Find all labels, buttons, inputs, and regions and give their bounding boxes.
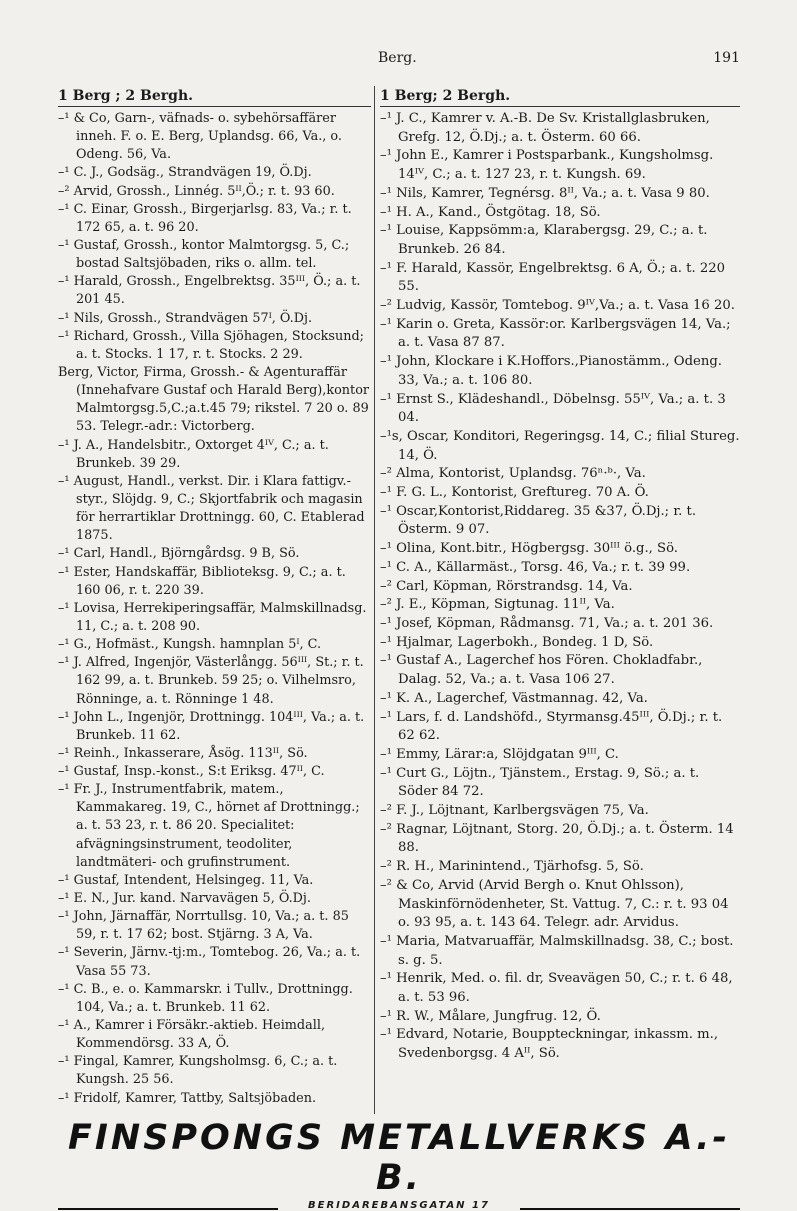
- directory-entry: –¹ Oscar,Kontorist,Riddareg. 35 &37, Ö.Dj.; r. t. Österm. 9 07.: [380, 503, 697, 538]
- directory-entry: –¹ Curt G., Löjtn., Tjänstem., Erstag. 9, Sö.; a. t. Söder 84 72.: [380, 765, 700, 800]
- directory-entry: –¹ Gustaf A., Lagerchef hos Fören. Chokladfabr., Dalag. 52, Va.; a. t. Vasa 106 27.: [380, 653, 703, 688]
- directory-entry: –¹ Reinh., Inkasserare, Åsög. 113ᴵᴵ, Sö.: [58, 745, 308, 761]
- directory-entry: –¹ G., Hofmäst., Kungsh. hamnplan 5ᴵ, C.: [58, 637, 322, 653]
- right-heading-rule: [380, 106, 740, 107]
- directory-entry: –¹ Olina, Kont.bitr., Högbergsg. 30ᴵᴵᴵ ö.g., Sö.: [380, 541, 678, 557]
- right-column-heading: 1 Berg; 2 Bergh.: [380, 88, 511, 104]
- directory-entry: –¹ E. N., Jur. kand. Narvavägen 5, Ö.Dj.: [58, 891, 311, 907]
- ad-rule-left: [58, 1208, 278, 1210]
- directory-entry: –¹ J. A., Handelsbitr., Oxtorget 4ᴵⱽ, C.; a. t. Brunkeb. 39 29.: [58, 437, 329, 471]
- directory-entry: –¹ F. G. L., Kontorist, Greftureg. 70 A. Ö.: [380, 485, 649, 501]
- directory-entry: –² R. H., Marinintend., Tjärhofsg. 5, Sö.: [380, 859, 644, 875]
- directory-entry: –¹ & Co, Garn-, väfnads- o. sybehörsaffärer inneh. F. o. E. Berg, Uplandsg. 66, Va., o. Odeng. 56, Va.: [58, 111, 342, 163]
- directory-entry: –¹ J. Alfred, Ingenjör, Västerlångg. 56ᴵᴵᴵ, St.; r. t. 162 99, a. t. Brunkeb. 59 25; o. Vilhelmsro, Rönninge, a. t. Rönninge 1 48.: [58, 655, 364, 707]
- directory-entry: –¹ K. A., Lagerchef, Västmannag. 42, Va.: [380, 690, 648, 706]
- directory-entry: –¹ John, Järnaffär, Norrtullsg. 10, Va.; a. t. 85 59, r. t. 17 62; bost. Stjärng. 3 A, Va.: [58, 909, 349, 943]
- directory-entry: –¹ John E., Kamrer i Postsparbank., Kungsholmsg. 14ᴵⱽ, C.; a. t. 127 23, r. t. Kungsh. 69.: [380, 148, 714, 183]
- ad-address: BERIDAREBANSGATAN 17: [308, 1200, 490, 1211]
- directory-entry: –¹ Karin o. Greta, Kassör:or. Karlbergsvägen 14, Va.; a. t. Vasa 87 87.: [380, 316, 731, 351]
- directory-entry: –² J. E., Köpman, Sigtunag. 11ᴵᴵ, Va.: [380, 597, 615, 613]
- directory-entry: –¹ Gustaf, Grossh., kontor Malmtorgsg. 5, C.; bostad Saltsjöbaden, riks o. allm. tel.: [58, 237, 350, 272]
- directory-entry: –¹ C. B., e. o. Kammarskr. i Tullv., Drottningg. 104, Va.; a. t. Brunkeb. 11 62.: [58, 981, 353, 1015]
- directory-entry: –¹ Louise, Kappsömm:a, Klarabergsg. 29, C.; a. t. Brunkeb. 26 84.: [380, 223, 708, 257]
- directory-entry: –¹ H. A., Kand., Östgötag. 18, Sö.: [380, 204, 601, 220]
- left-column: [58, 110, 370, 1108]
- directory-entry: –¹ J. C., Kamrer v. A.-B. De Sv. Kristallglasbruken, Grefg. 12, Ö.Dj.; a. t. Österm. 60 66.: [380, 111, 710, 145]
- directory-entry: –¹ Hjalmar, Lagerbokh., Bondeg. 1 D, Sö.: [380, 634, 654, 650]
- directory-entry: –¹ Maria, Matvaruaffär, Malmskillnadsg. 38, C.; bost. s. g. 5.: [380, 933, 734, 968]
- directory-entry: –¹ A., Kamrer i Försäkr.-aktieb. Heimdall, Kommendörsg. 33 A, Ö.: [58, 1018, 326, 1052]
- directory-entry: –¹ John, Klockare i K.Hoffors.,Pianostämm., Odeng. 33, Va.; a. t. 106 80.: [380, 354, 722, 388]
- ad-rule-right: [520, 1208, 740, 1210]
- directory-entry: –¹ Ernst S., Klädeshandl., Döbelnsg. 55ᴵⱽ, Va.; a. t. 3 04.: [380, 391, 726, 426]
- left-heading-rule: [58, 106, 371, 107]
- page-number: 191: [713, 50, 740, 66]
- ad-address-row: [58, 1200, 740, 1211]
- directory-entry: –² Ragnar, Löjtnant, Storg. 20, Ö.Dj.; a. t. Österm. 14 88.: [380, 821, 734, 856]
- directory-entry: –¹ Severin, Järnv.-tj:m., Tomtebog. 26, Va.; a. t. Vasa 55 73.: [58, 945, 361, 979]
- directory-entry: –¹ Edvard, Notarie, Bouppteckningar, inkassm. m., Svedenborgsg. 4 Aᴵᴵ, Sö.: [380, 1027, 719, 1062]
- directory-entry: –² F. J., Löjtnant, Karlbergsvägen 75, Va.: [380, 803, 649, 819]
- directory-entry: –¹ Gustaf, Intendent, Helsingeg. 11, Va.: [58, 872, 314, 888]
- directory-entry: –¹ Fridolf, Kamrer, Tattby, Saltsjöbaden.: [58, 1090, 317, 1106]
- directory-entry: –¹ Henrik, Med. o. fil. dr, Sveavägen 50, C.; r. t. 6 48, a. t. 53 96.: [380, 971, 733, 1006]
- directory-entry: –¹ Josef, Köpman, Rådmansg. 71, Va.; a. t. 201 36.: [380, 615, 714, 631]
- directory-entry: –¹ Lars, f. d. Landshöfd., Styrmansg.45ᴵᴵᴵ, Ö.Dj.; r. t. 62 62.: [380, 709, 723, 744]
- directory-entry: –² Carl, Köpman, Rörstrandsg. 14, Va.: [380, 578, 633, 594]
- running-head: Berg.: [378, 50, 417, 66]
- directory-entry: –¹ Fingal, Kamrer, Kungsholmsg. 6, C.; a. t. Kungsh. 25 56.: [58, 1054, 338, 1088]
- directory-entry: –¹ C. J., Godsäg., Strandvägen 19, Ö.Dj.: [58, 165, 312, 181]
- directory-entry: –¹ Fr. J., Instrumentfabrik, matem., Kammakareg. 19, C., hörnet af Drottningg.; a. t. 53 23, r. t. 86 20. Specialitet: afvägningsinstrument, teodoliter, landtmäteri- och grufinstrument.: [58, 782, 360, 870]
- page-header: [58, 50, 738, 70]
- directory-entry: –² Alma, Kontorist, Uplandsg. 76ⁿ·ᵇ·, Va.: [380, 466, 646, 482]
- directory-entry: –¹ Richard, Grossh., Villa Sjöhagen, Stocksund; a. t. Stocks. 1 17, r. t. Stocks. 2 29.: [58, 328, 364, 362]
- directory-entry: –¹ John L., Ingenjör, Drottningg. 104ᴵᴵᴵ, Va.; a. t. Brunkeb. 11 62.: [58, 709, 365, 743]
- directory-entry: –¹ C. Einar, Grossh., Birgerjarlsg. 83, Va.; r. t. 172 65, a. t. 96 20.: [58, 201, 352, 235]
- left-column-heading: 1 Berg ; 2 Bergh.: [58, 88, 194, 104]
- footer-advertisement: [58, 1118, 740, 1211]
- directory-entry: –¹ Emmy, Lärar:a, Slöjdgatan 9ᴵᴵᴵ, C.: [380, 746, 619, 762]
- right-column: [380, 110, 740, 1064]
- directory-entry: –¹ Harald, Grossh., Engelbrektsg. 35ᴵᴵᴵ, Ö.; a. t. 201 45.: [58, 274, 361, 308]
- directory-entry: –¹s, Oscar, Konditori, Regeringsg. 14, C.; filial Stureg. 14, Ö.: [380, 428, 740, 463]
- directory-entry: Berg, Victor, Firma, Grossh.- & Agenturaffär (Innehafvare Gustaf och Harald Berg),kontor Malmtorgsg.5,C.;a.t.45 79; rikstel. 7 20 o. 89 53. Telegr.-adr.: Victorberg.: [58, 364, 370, 435]
- directory-entry: –¹ R. W., Målare, Jungfrug. 12, Ö.: [380, 1008, 601, 1024]
- directory-entry: –² Arvid, Grossh., Linnég. 5ᴵᴵ,Ö.; r. t. 93 60.: [58, 183, 335, 199]
- directory-entry: –¹ Gustaf, Insp.-konst., S:t Eriksg. 47ᴵᴵ, C.: [58, 764, 325, 780]
- directory-entry: –¹ Carl, Handl., Björngårdsg. 9 B, Sö.: [58, 546, 300, 562]
- directory-entry: –¹ August, Handl., verkst. Dir. i Klara fattigv.-styr., Slöjdg. 9, C.; Skjortfabrik och magasin för herrartiklar Drottningg. 60, C. Etablerad 1875.: [58, 473, 365, 544]
- directory-entry: –¹ Nils, Kamrer, Tegnérsg. 8ᴵᴵ, Va.; a. t. Vasa 9 80.: [380, 185, 710, 201]
- directory-entry: –¹ F. Harald, Kassör, Engelbrektsg. 6 A, Ö.; a. t. 220 55.: [380, 260, 726, 295]
- directory-entry: –² & Co, Arvid (Arvid Bergh o. Knut Ohlsson), Maskinförnödenheter, St. Vattug. 7, C.: r. t. 93 04 o. 93 95, a. t. 143 64. Telegr. adr. Arvidus.: [380, 877, 729, 931]
- directory-entry: –¹ Lovisa, Herrekiperingsaffär, Malmskillnadsg. 11, C.; a. t. 208 90.: [58, 600, 367, 634]
- directory-entry: –² Ludvig, Kassör, Tomtebog. 9ᴵⱽ,Va.; a. t. Vasa 16 20.: [380, 298, 735, 314]
- directory-entry: –¹ C. A., Källarmäst., Torsg. 46, Va.; r. t. 39 99.: [380, 559, 691, 575]
- column-divider: [374, 86, 375, 1114]
- directory-entry: –¹ Nils, Grossh., Strandvägen 57ᴵ, Ö.Dj.: [58, 310, 313, 326]
- ad-company-name: FINSPONGS METALLVERKS A.-B.: [67, 1118, 731, 1198]
- directory-entry: –¹ Ester, Handskaffär, Biblioteksg. 9, C.; a. t. 160 06, r. t. 220 39.: [58, 564, 346, 598]
